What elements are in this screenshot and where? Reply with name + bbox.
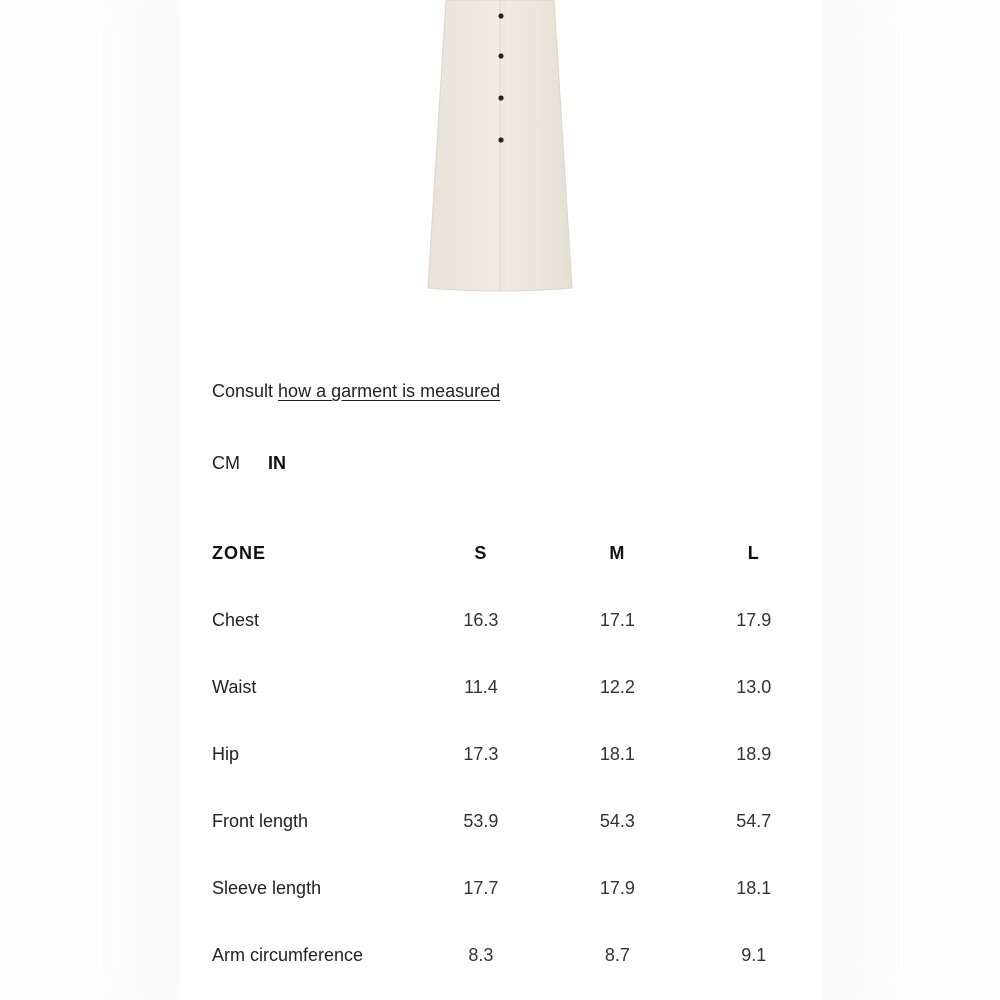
value-l: 54.7 — [736, 811, 772, 831]
table-row — [212, 788, 822, 855]
header-size-l: L — [747, 543, 760, 563]
value-l: 17.9 — [736, 610, 772, 630]
table-row — [212, 587, 822, 654]
measurement-guide-text — [212, 381, 500, 402]
value-s: 16.3 — [463, 610, 499, 630]
value-l: 18.9 — [736, 744, 772, 764]
table-row — [212, 654, 822, 721]
zone-label: Hip — [212, 744, 240, 764]
value-m: 17.1 — [599, 610, 635, 630]
header-size-s: S — [474, 543, 488, 563]
unit-cm-toggle[interactable]: CM — [212, 453, 240, 473]
value-m: 17.9 — [599, 878, 635, 898]
value-s: 17.3 — [463, 744, 499, 764]
zone-label: Arm circumference — [212, 945, 364, 965]
value-s: 11.4 — [464, 677, 498, 697]
value-s: 53.9 — [463, 811, 499, 831]
zone-label: Waist — [212, 677, 257, 697]
value-l: 9.1 — [741, 945, 767, 965]
value-m: 12.2 — [599, 677, 635, 697]
how-garment-measured-link[interactable]: how a garment is measured — [278, 381, 501, 401]
zone-label: Sleeve length — [212, 878, 322, 898]
table-row — [212, 855, 822, 922]
header-zone: ZONE — [212, 543, 267, 563]
value-s: 17.7 — [463, 878, 499, 898]
consult-prefix: Consult — [212, 381, 274, 401]
size-chart-table — [212, 520, 822, 989]
value-s: 8.3 — [468, 945, 494, 965]
dress-image-graphic — [420, 0, 580, 295]
unit-in-toggle[interactable]: IN — [268, 453, 286, 473]
value-l: 18.1 — [736, 878, 772, 898]
dress-product-image — [420, 0, 580, 295]
table-header-row — [212, 520, 822, 587]
zone-label: Front length — [212, 811, 309, 831]
value-l: 13.0 — [736, 677, 772, 697]
table-row — [212, 922, 822, 989]
value-m: 8.7 — [604, 945, 630, 965]
value-m: 54.3 — [599, 811, 635, 831]
table-row — [212, 721, 822, 788]
zone-label: Chest — [212, 610, 260, 630]
header-size-m: M — [609, 543, 626, 563]
unit-switcher — [212, 453, 286, 474]
value-m: 18.1 — [599, 744, 635, 764]
